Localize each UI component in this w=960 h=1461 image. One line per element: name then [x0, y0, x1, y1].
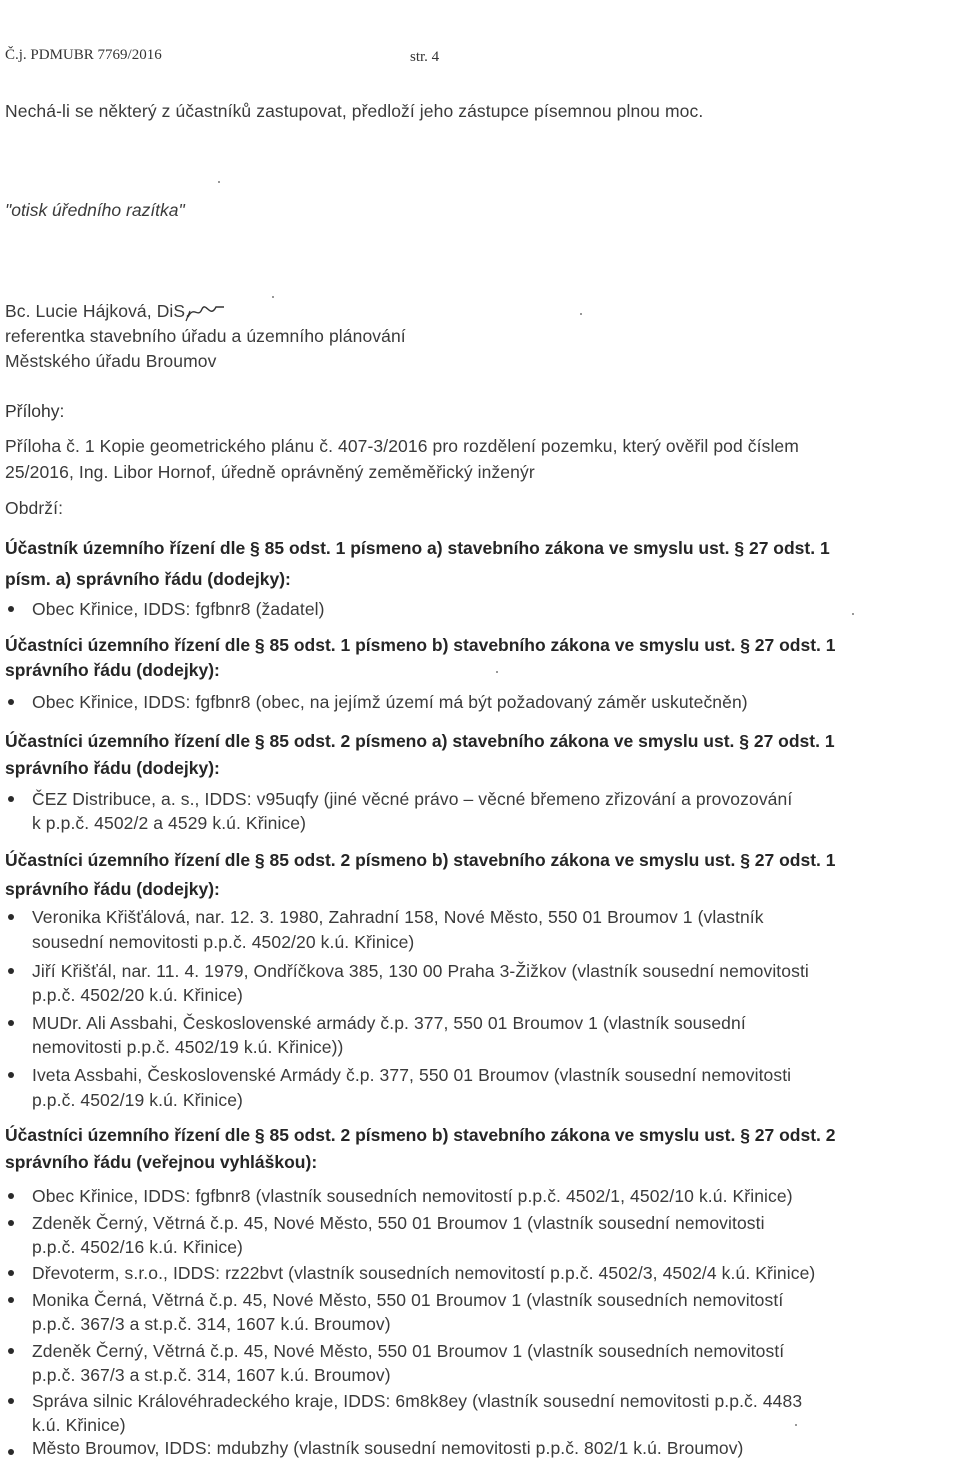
list-item-cont: p.p.č. 367/3 a st.p.č. 314, 1607 k.ú. Broumov): [32, 1314, 391, 1334]
page-number: str. 4: [410, 49, 440, 65]
bullet-icon: [8, 968, 14, 974]
attachment-line-1: Příloha č. 1 Kopie geometrického plánu č. 407-3/2016 pro rozdělení pozemku, který ověřil pod číslem: [5, 436, 799, 456]
section-1-heading: Účastník územního řízení dle § 85 odst. 1 písmeno a) stavebního zákona ve smyslu ust. § 27 odst. 1: [5, 538, 830, 558]
bullet-icon: [8, 796, 14, 802]
list-item: Dřevoterm, s.r.o., IDDS: rz22bvt (vlastník sousedních nemovitostí p.p.č. 4502/3, 4502/4 k.ú. Křinice): [32, 1263, 816, 1283]
list-item: Obec Křinice, IDDS: fgfbnr8 (žadatel): [32, 599, 325, 619]
list-item: Zdeněk Černý, Větrná č.p. 45, Nové Město, 550 01 Broumov 1 (vlastník sousední nemovitosti: [32, 1213, 765, 1233]
signature-mark: [180, 299, 240, 323]
list-item: Iveta Assbahi, Československé Armády č.p. 377, 550 01 Broumov (vlastník sousední nemovitosti: [32, 1065, 792, 1085]
signatory-role: referentka stavebního úřadu a územního plánování: [5, 326, 406, 346]
scan-speck: [852, 613, 854, 615]
scan-speck: [580, 313, 582, 315]
section-3-heading: Účastníci územního řízení dle § 85 odst. 2 písmeno a) stavebního zákona ve smyslu ust. § 27 odst. 1: [5, 731, 835, 751]
list-item: MUDr. Ali Assbahi, Československé armády č.p. 377, 550 01 Broumov 1 (vlastník sousední: [32, 1013, 746, 1033]
list-item: Jiří Křišťál, nar. 11. 4. 1979, Ondříčkova 385, 130 00 Praha 3-Žižkov (vlastník sousední nemovitosti: [32, 961, 809, 981]
bullet-icon: [8, 1348, 14, 1354]
list-item-cont: nemovitosti p.p.č. 4502/19 k.ú. Křinice)): [32, 1037, 344, 1057]
list-item: Správa silnic Královéhradeckého kraje, IDDS: 6m8k8ey (vlastník sousední nemovitosti p.p.č. 4483: [32, 1391, 803, 1411]
list-item: Obec Křinice, IDDS: fgfbnr8 (obec, na jejímž území má být požadovaný záměr uskutečněn): [32, 692, 748, 712]
bullet-icon: [8, 606, 14, 612]
list-item-cont: k p.p.č. 4502/2 a 4529 k.ú. Křinice): [32, 813, 307, 833]
section-4-heading-cont: správního řádu (dodejky):: [5, 879, 220, 899]
list-item: Veronika Křišťálová, nar. 12. 3. 1980, Zahradní 158, Nové Město, 550 01 Broumov 1 (vlastník: [32, 907, 764, 927]
reference-number: Č.j. PDMUBR 7769/2016: [5, 47, 162, 63]
list-item: Monika Černá, Větrná č.p. 45, Nové Město, 550 01 Broumov 1 (vlastník sousedních nemovitostí: [32, 1290, 784, 1310]
bullet-icon: [8, 914, 14, 920]
bullet-icon: [8, 1193, 14, 1199]
bullet-icon: [8, 699, 14, 705]
list-item-cont: p.p.č. 4502/20 k.ú. Křinice): [32, 985, 243, 1005]
list-item-cont: k.ú. Křinice): [32, 1415, 126, 1435]
attachments-heading: Přílohy:: [5, 401, 65, 421]
stamp-placeholder: "otisk úředního razítka": [5, 200, 185, 220]
section-3-heading-cont: správního řádu (dodejky):: [5, 758, 220, 778]
section-2-heading: Účastníci územního řízení dle § 85 odst. 1 písmeno b) stavebního zákona ve smyslu ust. § 27 odst. 1: [5, 635, 836, 655]
recipients-heading: Obdrží:: [5, 498, 64, 518]
list-item: Město Broumov, IDDS: mdubzhy (vlastník sousední nemovitosti p.p.č. 802/1 k.ú. Broumov): [32, 1438, 744, 1458]
bullet-icon: [8, 1270, 14, 1276]
list-item: ČEZ Distribuce, a. s., IDDS: v95uqfy (jiné věcné právo – věcné břemeno zřizování a provozování: [32, 789, 793, 809]
list-item-cont: p.p.č. 367/3 a st.p.č. 314, 1607 k.ú. Broumov): [32, 1365, 391, 1385]
section-5-heading-cont: správního řádu (veřejnou vyhláškou):: [5, 1152, 318, 1172]
list-item: Obec Křinice, IDDS: fgfbnr8 (vlastník sousedních nemovitostí p.p.č. 4502/1, 4502/10 k.ú. Křinice): [32, 1186, 793, 1206]
bullet-icon: [8, 1220, 14, 1226]
scan-speck: [218, 181, 220, 183]
list-item-cont: p.p.č. 4502/19 k.ú. Křinice): [32, 1090, 243, 1110]
section-2-heading-cont: správního řádu (dodejky):: [5, 660, 220, 680]
list-item-cont: p.p.č. 4502/16 k.ú. Křinice): [32, 1237, 243, 1257]
section-4-heading: Účastníci územního řízení dle § 85 odst. 2 písmeno b) stavebního zákona ve smyslu ust. § 27 odst. 1: [5, 850, 836, 870]
bullet-icon: [8, 1398, 14, 1404]
intro-text: Nechá-li se některý z účastníků zastupovat, předloží jeho zástupce písemnou plnou moc.: [5, 101, 704, 121]
list-item-cont: sousední nemovitosti p.p.č. 4502/20 k.ú. Křinice): [32, 932, 415, 952]
scan-speck: [496, 671, 498, 673]
section-5-heading: Účastníci územního řízení dle § 85 odst. 2 písmeno b) stavebního zákona ve smyslu ust. § 27 odst. 2: [5, 1125, 836, 1145]
attachment-line-2: 25/2016, Ing. Libor Hornof, úředně oprávněný zeměměřický inženýr: [5, 462, 535, 482]
bullet-icon: [8, 1297, 14, 1303]
signatory-name: Bc. Lucie Hájková, DiS.: [5, 301, 191, 321]
bullet-icon: [8, 1449, 14, 1455]
scan-speck: [795, 1424, 797, 1426]
list-item: Zdeněk Černý, Větrná č.p. 45, Nové Město, 550 01 Broumov 1 (vlastník sousedních nemovitostí: [32, 1341, 785, 1361]
bullet-icon: [8, 1072, 14, 1078]
bullet-icon: [8, 1020, 14, 1026]
signatory-office: Městského úřadu Broumov: [5, 351, 217, 371]
scan-speck: [272, 296, 274, 298]
section-1-heading-cont: písm. a) správního řádu (dodejky):: [5, 569, 291, 589]
